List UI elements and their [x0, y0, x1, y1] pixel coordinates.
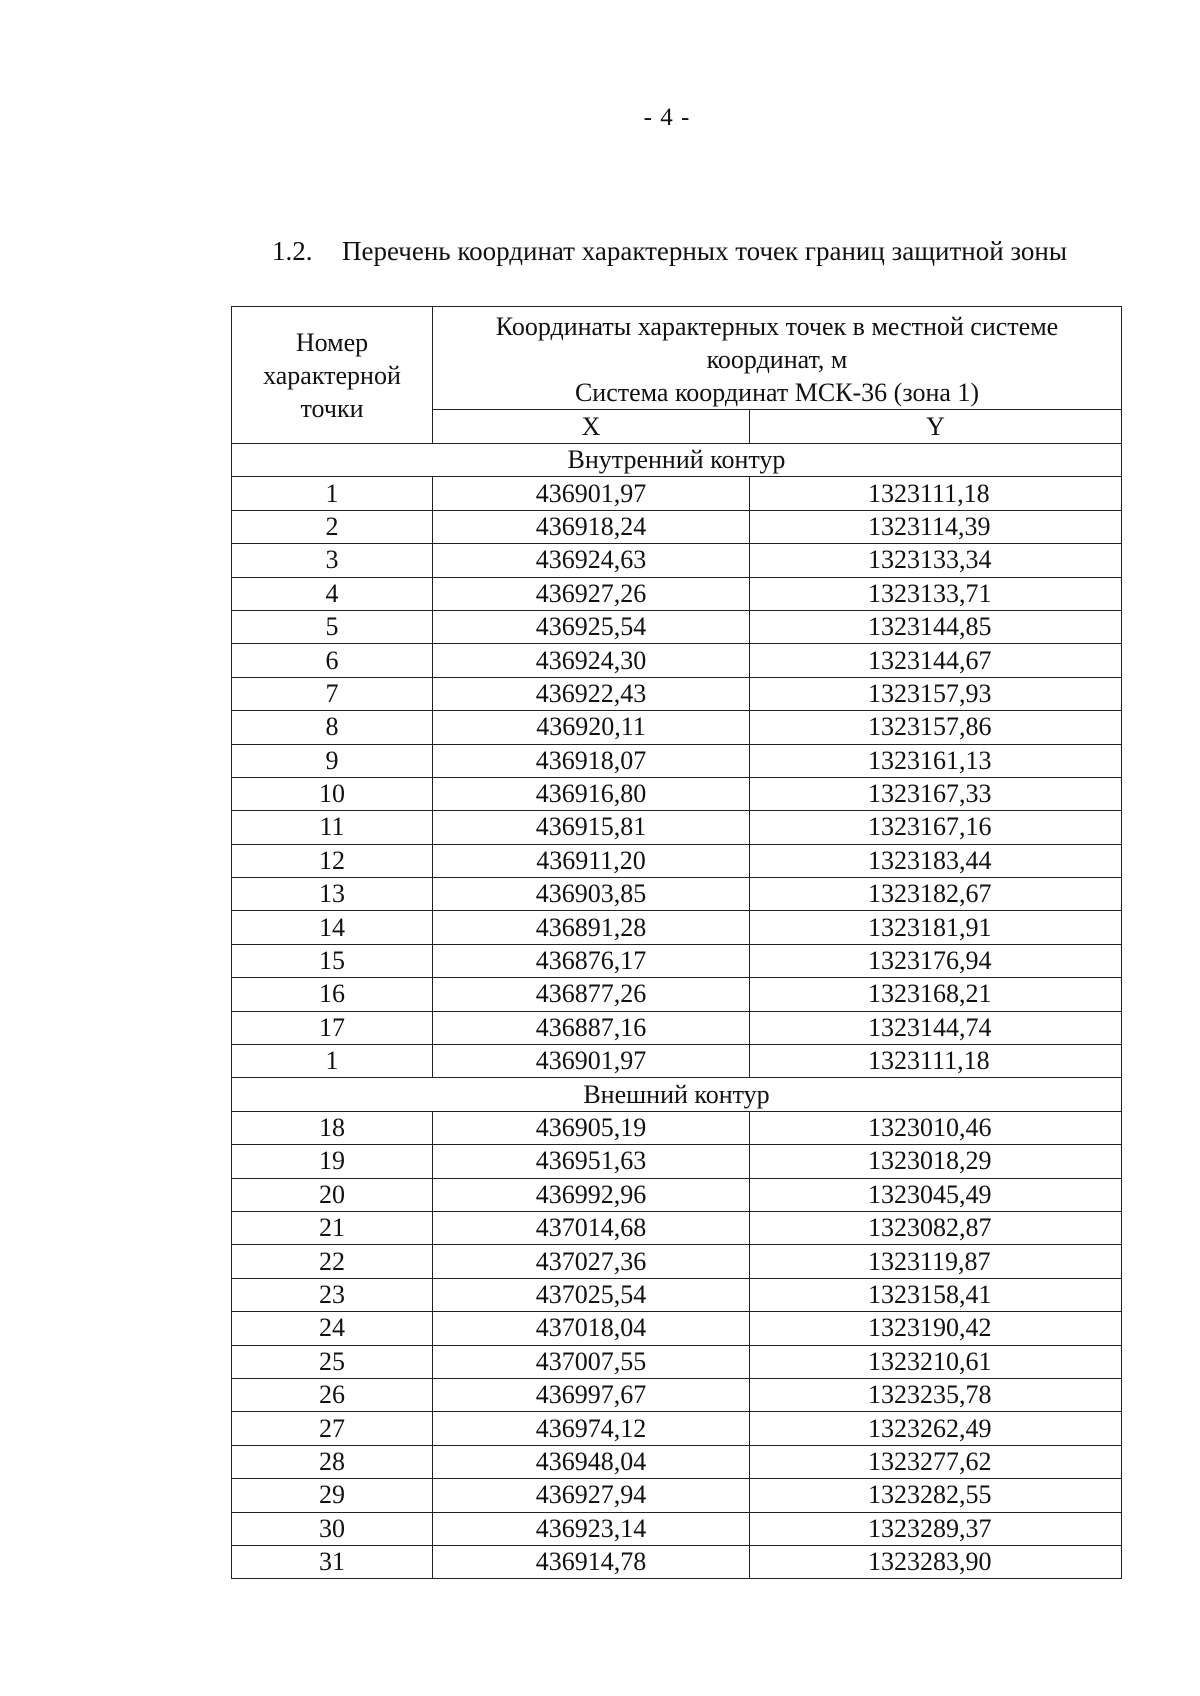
- point-number-cell: 13: [232, 878, 433, 911]
- y-coordinate-cell: 1323133,71: [750, 577, 1122, 610]
- table-row: [232, 1245, 1122, 1278]
- x-column-header: X: [433, 410, 750, 444]
- inner-contour-section-title: Внутренний контур: [232, 444, 1122, 477]
- y-coordinate-cell: 1323158,41: [750, 1278, 1122, 1311]
- table-row: [232, 944, 1122, 977]
- table-row: [232, 1412, 1122, 1445]
- point-number-cell: 6: [232, 644, 433, 677]
- table-row: [232, 577, 1122, 610]
- point-number-cell: 12: [232, 844, 433, 877]
- y-coordinate-cell: 1323190,42: [750, 1312, 1122, 1345]
- y-coordinate-cell: 1323010,46: [750, 1111, 1122, 1144]
- table-row: [232, 1545, 1122, 1578]
- y-coordinate-cell: 1323282,55: [750, 1479, 1122, 1512]
- table-row: [232, 1445, 1122, 1478]
- outer-contour-section-title: Внешний контур: [232, 1078, 1122, 1111]
- point-number-cell: 16: [232, 978, 433, 1011]
- point-number-header: [232, 307, 433, 444]
- coords-header-line: координат, м: [706, 344, 848, 374]
- point-number-cell: 28: [232, 1445, 433, 1478]
- y-coordinate-cell: 1323161,13: [750, 744, 1122, 777]
- x-coordinate-cell: 436923,14: [433, 1512, 750, 1545]
- table-row: [232, 1211, 1122, 1244]
- x-coordinate-cell: 437018,04: [433, 1312, 750, 1345]
- x-coordinate-cell: 436924,30: [433, 644, 750, 677]
- y-coordinate-cell: 1323182,67: [750, 878, 1122, 911]
- table-row: [232, 1178, 1122, 1211]
- table-row: [232, 1045, 1122, 1078]
- point-number-cell: 25: [232, 1345, 433, 1378]
- table-row: [232, 911, 1122, 944]
- point-number-cell: 14: [232, 911, 433, 944]
- x-coordinate-cell: 436876,17: [433, 944, 750, 977]
- x-coordinate-cell: 436922,43: [433, 677, 750, 710]
- y-coordinate-cell: 1323157,93: [750, 677, 1122, 710]
- point-header-line: характерной: [263, 360, 401, 390]
- y-coordinate-cell: 1323181,91: [750, 911, 1122, 944]
- x-coordinate-cell: 436920,11: [433, 711, 750, 744]
- y-coordinate-cell: 1323210,61: [750, 1345, 1122, 1378]
- table-row: [232, 644, 1122, 677]
- x-coordinate-cell: 436903,85: [433, 878, 750, 911]
- table-row: [232, 1512, 1122, 1545]
- point-number-cell: 1: [232, 477, 433, 510]
- table-row: [232, 978, 1122, 1011]
- point-number-cell: 8: [232, 711, 433, 744]
- x-coordinate-cell: 437027,36: [433, 1245, 750, 1278]
- x-coordinate-cell: 436905,19: [433, 1111, 750, 1144]
- point-number-cell: 30: [232, 1512, 433, 1545]
- table-row: [232, 1378, 1122, 1411]
- point-number-cell: 27: [232, 1412, 433, 1445]
- y-coordinate-cell: 1323167,33: [750, 777, 1122, 810]
- table-row: [232, 1278, 1122, 1311]
- table-row: [232, 777, 1122, 810]
- x-coordinate-cell: 436916,80: [433, 777, 750, 810]
- outer-contour-section: [232, 1078, 1122, 1111]
- x-coordinate-cell: 437007,55: [433, 1345, 750, 1378]
- y-coordinate-cell: 1323157,86: [750, 711, 1122, 744]
- y-coordinate-cell: 1323289,37: [750, 1512, 1122, 1545]
- point-number-cell: 7: [232, 677, 433, 710]
- x-coordinate-cell: 436992,96: [433, 1178, 750, 1211]
- table-row: [232, 477, 1122, 510]
- y-coordinate-cell: 1323045,49: [750, 1178, 1122, 1211]
- point-number-cell: 3: [232, 544, 433, 577]
- y-coordinate-cell: 1323262,49: [750, 1412, 1122, 1445]
- x-coordinate-cell: 436915,81: [433, 811, 750, 844]
- coords-header-line: Система координат МСК-36 (зона 1): [574, 377, 980, 407]
- x-coordinate-cell: 436997,67: [433, 1378, 750, 1411]
- point-number-cell: 15: [232, 944, 433, 977]
- point-number-cell: 5: [232, 610, 433, 643]
- x-coordinate-cell: 436901,97: [433, 477, 750, 510]
- table-row: [232, 1479, 1122, 1512]
- point-number-cell: 19: [232, 1145, 433, 1178]
- y-coordinate-cell: 1323111,18: [750, 1045, 1122, 1078]
- point-number-cell: 17: [232, 1011, 433, 1044]
- y-column-header: Y: [750, 410, 1122, 444]
- x-coordinate-cell: 436911,20: [433, 844, 750, 877]
- x-coordinate-cell: 436891,28: [433, 911, 750, 944]
- x-coordinate-cell: 436927,26: [433, 577, 750, 610]
- table-row: [232, 1011, 1122, 1044]
- table-body: [232, 444, 1122, 1579]
- table-row: [232, 610, 1122, 643]
- coordinates-header: [433, 307, 1122, 410]
- y-coordinate-cell: 1323144,74: [750, 1011, 1122, 1044]
- point-number-cell: 9: [232, 744, 433, 777]
- y-coordinate-cell: 1323235,78: [750, 1378, 1122, 1411]
- table-row: [232, 878, 1122, 911]
- point-number-cell: 11: [232, 811, 433, 844]
- coordinates-table: [231, 306, 1122, 1579]
- table-row: [232, 744, 1122, 777]
- y-coordinate-cell: 1323082,87: [750, 1211, 1122, 1244]
- y-coordinate-cell: 1323144,85: [750, 610, 1122, 643]
- y-coordinate-cell: 1323018,29: [750, 1145, 1122, 1178]
- point-number-cell: 29: [232, 1479, 433, 1512]
- point-number-cell: 1: [232, 1045, 433, 1078]
- section-title: Перечень координат характерных точек границ защитной зоны: [342, 236, 1067, 266]
- x-coordinate-cell: 436927,94: [433, 1479, 750, 1512]
- y-coordinate-cell: 1323111,18: [750, 477, 1122, 510]
- y-coordinate-cell: 1323277,62: [750, 1445, 1122, 1478]
- y-coordinate-cell: 1323133,34: [750, 544, 1122, 577]
- point-number-cell: 10: [232, 777, 433, 810]
- table-row: [232, 844, 1122, 877]
- x-coordinate-cell: 436951,63: [433, 1145, 750, 1178]
- x-coordinate-cell: 437014,68: [433, 1211, 750, 1244]
- y-coordinate-cell: 1323144,67: [750, 644, 1122, 677]
- table-row: [232, 677, 1122, 710]
- y-coordinate-cell: 1323167,16: [750, 811, 1122, 844]
- x-coordinate-cell: 436974,12: [433, 1412, 750, 1445]
- x-coordinate-cell: 436887,16: [433, 1011, 750, 1044]
- x-coordinate-cell: 437025,54: [433, 1278, 750, 1311]
- x-coordinate-cell: 436901,97: [433, 1045, 750, 1078]
- x-coordinate-cell: 436948,04: [433, 1445, 750, 1478]
- point-number-cell: 2: [232, 510, 433, 543]
- x-coordinate-cell: 436925,54: [433, 610, 750, 643]
- x-coordinate-cell: 436918,24: [433, 510, 750, 543]
- point-number-cell: 31: [232, 1545, 433, 1578]
- x-coordinate-cell: 436914,78: [433, 1545, 750, 1578]
- x-coordinate-cell: 436924,63: [433, 544, 750, 577]
- section-number: 1.2.: [272, 236, 313, 266]
- y-coordinate-cell: 1323168,21: [750, 978, 1122, 1011]
- point-number-cell: 23: [232, 1278, 433, 1311]
- point-number-cell: 26: [232, 1378, 433, 1411]
- point-header-line: Номер: [295, 327, 369, 357]
- table-row: [232, 510, 1122, 543]
- y-coordinate-cell: 1323114,39: [750, 510, 1122, 543]
- point-header-line: точки: [300, 393, 364, 423]
- x-coordinate-cell: 436918,07: [433, 744, 750, 777]
- table-row: [232, 711, 1122, 744]
- point-number-cell: 18: [232, 1111, 433, 1144]
- y-coordinate-cell: 1323176,94: [750, 944, 1122, 977]
- table-row: [232, 1145, 1122, 1178]
- y-coordinate-cell: 1323119,87: [750, 1245, 1122, 1278]
- table-row: [232, 1345, 1122, 1378]
- page-number: - 4 -: [643, 104, 691, 131]
- inner-contour-section: [232, 444, 1122, 477]
- table-row: [232, 544, 1122, 577]
- point-number-cell: 22: [232, 1245, 433, 1278]
- table-row: [232, 1312, 1122, 1345]
- x-coordinate-cell: 436877,26: [433, 978, 750, 1011]
- table-row: [232, 811, 1122, 844]
- point-number-cell: 21: [232, 1211, 433, 1244]
- point-number-cell: 4: [232, 577, 433, 610]
- coords-header-line: Координаты характерных точек в местной системе: [495, 311, 1059, 341]
- y-coordinate-cell: 1323283,90: [750, 1545, 1122, 1578]
- section-heading: [272, 236, 1067, 267]
- point-number-cell: 24: [232, 1312, 433, 1345]
- point-number-cell: 20: [232, 1178, 433, 1211]
- table-row: [232, 1111, 1122, 1144]
- y-coordinate-cell: 1323183,44: [750, 844, 1122, 877]
